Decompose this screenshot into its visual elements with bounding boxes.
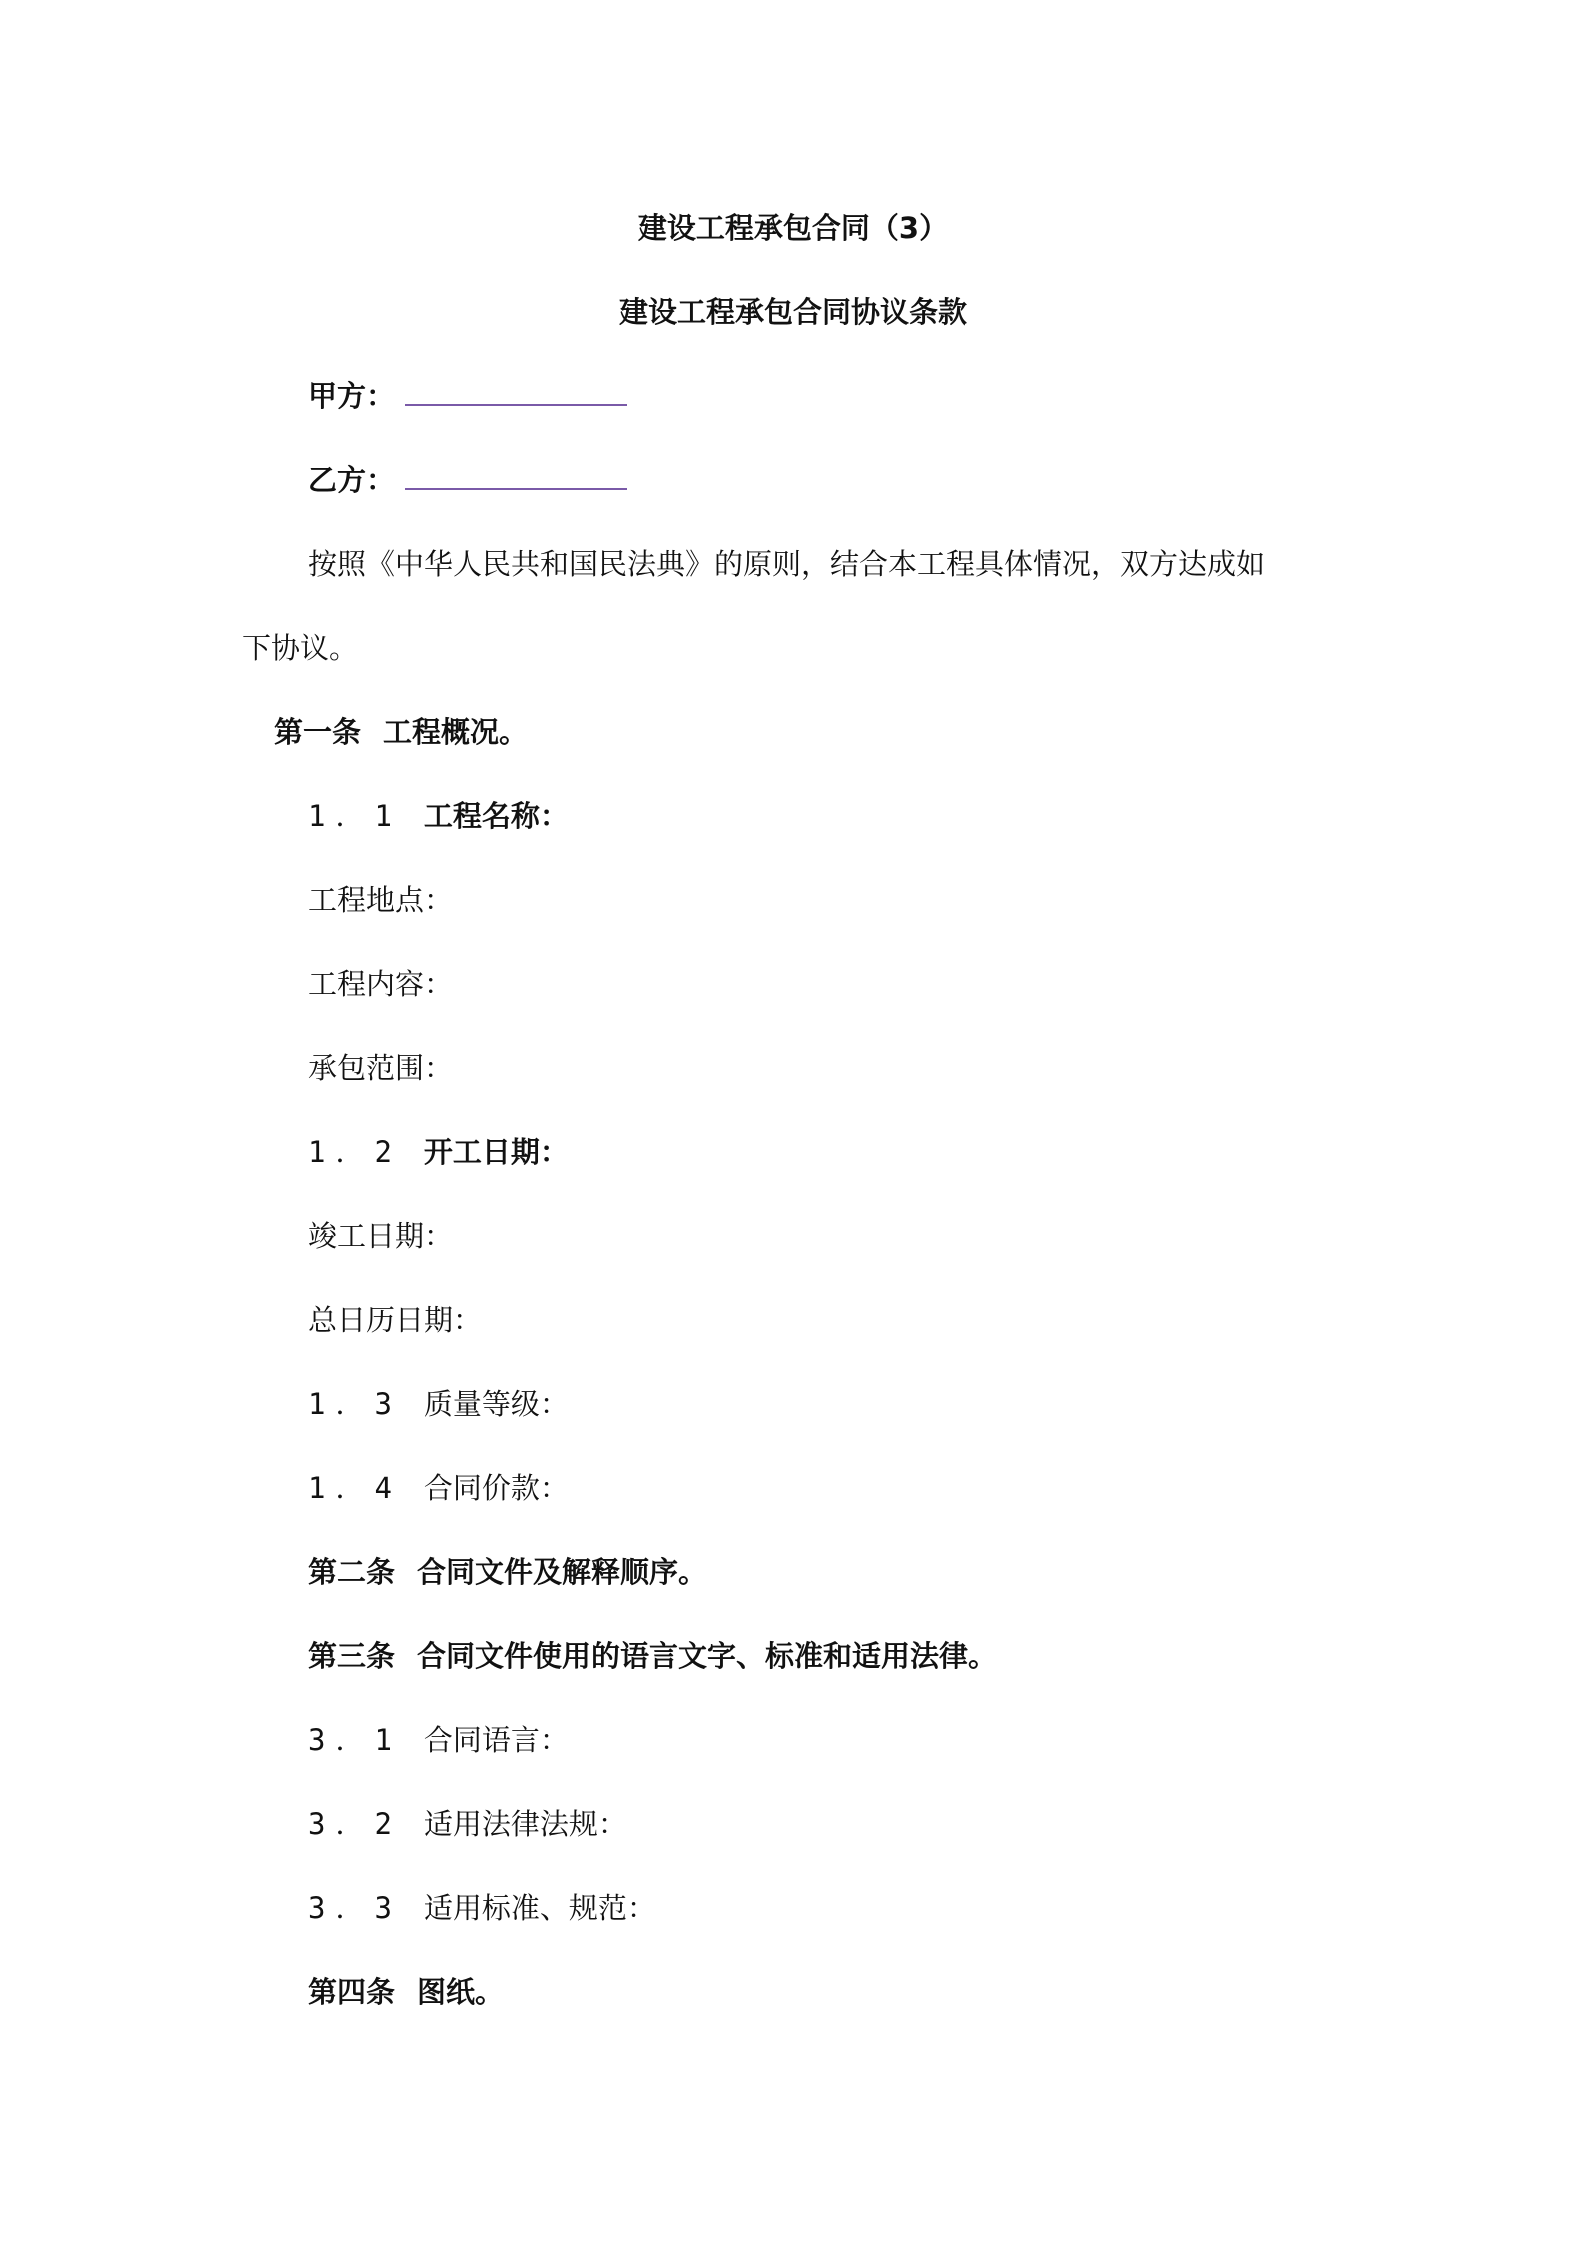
article-1-number: 第一条	[274, 715, 362, 749]
section-1-2-number: 1．2	[308, 1135, 402, 1169]
section-1-2-title: 开工日期：	[423, 1135, 569, 1169]
party-b-blank	[405, 462, 627, 490]
intro-paragraph-line2: 下协议。	[242, 631, 359, 665]
article-1-heading	[274, 712, 528, 752]
article-4-heading	[308, 1972, 504, 2012]
scope-label: 承包范围：	[308, 1051, 454, 1085]
party-a-label: 甲方：	[308, 379, 396, 413]
section-3-3-title: 适用标准、规范：	[423, 1891, 656, 1925]
article-4-number: 第四条	[308, 1975, 396, 2009]
party-a-blank	[405, 378, 627, 406]
completion-date-label: 竣工日期：	[308, 1219, 454, 1253]
section-1-4-title: 合同价款：	[423, 1471, 569, 1505]
location-label: 工程地点：	[308, 883, 454, 917]
party-b-label: 乙方：	[308, 463, 396, 497]
total-days-label: 总日历日期：	[308, 1303, 483, 1337]
party-a-line	[308, 376, 627, 416]
section-1-1	[308, 796, 569, 836]
section-3-1-title: 合同语言：	[423, 1723, 569, 1757]
section-3-2-number: 3．2	[308, 1807, 402, 1841]
section-3-3-number: 3．3	[308, 1891, 402, 1925]
article-2-heading	[308, 1552, 707, 1592]
section-1-4	[308, 1468, 569, 1508]
party-b-line	[308, 460, 627, 500]
document-subtitle: 建设工程承包合同协议条款	[618, 295, 967, 329]
article-3-number: 第三条	[308, 1639, 396, 1673]
section-1-1-number: 1．1	[308, 799, 402, 833]
section-1-1-title: 工程名称：	[423, 799, 569, 833]
section-3-2	[308, 1804, 627, 1844]
section-3-3	[308, 1888, 656, 1928]
intro-paragraph-line1: 按照《中华人民共和国民法典》的原则，结合本工程具体情况，双方达成如	[308, 547, 1266, 581]
section-1-4-number: 1．4	[308, 1471, 402, 1505]
article-3-title: 合同文件使用的语言文字、标准和适用法律。	[417, 1639, 998, 1673]
article-2-title: 合同文件及解释顺序。	[417, 1555, 708, 1589]
section-1-3	[308, 1384, 569, 1424]
section-3-1-number: 3．1	[308, 1723, 402, 1757]
section-1-2	[308, 1132, 569, 1172]
article-4-title: 图纸。	[417, 1975, 505, 2009]
content-label: 工程内容：	[308, 967, 454, 1001]
article-2-number: 第二条	[308, 1555, 396, 1589]
article-3-heading	[308, 1636, 997, 1676]
section-3-1	[308, 1720, 569, 1760]
article-1-title: 工程概况。	[383, 715, 529, 749]
document-title: 建设工程承包合同（3）	[637, 211, 949, 245]
section-1-3-number: 1．3	[308, 1387, 402, 1421]
section-1-3-title: 质量等级：	[423, 1387, 569, 1421]
section-3-2-title: 适用法律法规：	[423, 1807, 627, 1841]
